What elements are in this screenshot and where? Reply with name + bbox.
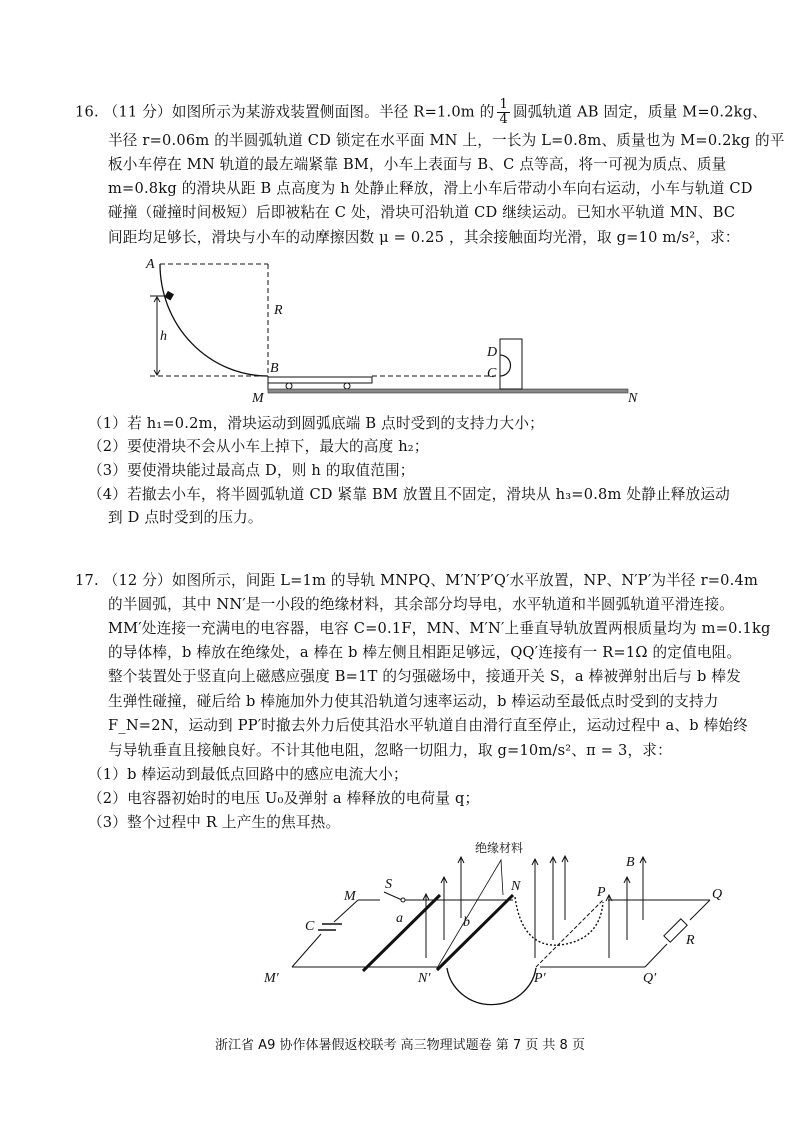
label-insulation: 绝缘材料 (475, 841, 524, 855)
fraction-numerator: 1 (499, 97, 508, 112)
q17-figure (0, 830, 800, 1030)
q17-line: F_N=2N，运动到 PP′时撤去外力后使其沿水平轨道自由滑行直至停止，运动过程中 a、b 棒始终 (108, 717, 748, 734)
capacitor (318, 924, 342, 930)
label-D: D (487, 345, 498, 360)
q16-sub-4-cont: 到 D 点时受到的压力。 (108, 509, 263, 526)
q16-figure (0, 0, 800, 420)
label-C: C (487, 366, 497, 381)
q17-line: MM′处连接一充满电的电容器，电容 C=0.1F，MN、M′N′上垂直导轨放置两根质量均为 m=0.1kg (108, 620, 771, 637)
magnetic-field-arrows (423, 856, 646, 958)
q17-sub-1: （1）b 棒运动到最低点回路中的感应电流大小； (88, 766, 408, 783)
edge-P-prime-P (536, 900, 603, 967)
q16-sub-2: （2）要使滑块不会从小车上掉下，最大的高度 h₂； (88, 438, 429, 455)
q17-line: 整个装置处于竖直向上磁感应强度 B=1T 的匀强磁场中，接通开关 S，a 棒被弹射出后与 b 棒发 (108, 668, 742, 685)
q16-text: 圆弧轨道 AB 固定，质量 M=0.2kg、 (512, 103, 768, 121)
label-M: M (252, 391, 264, 406)
label-Q: Q (712, 887, 723, 902)
q16-line: 碰撞（碰撞时间极短）后即被粘在 C 处，滑块可沿轨道 CD 继续运动。已知水平轨道 MN、BC (108, 204, 736, 221)
q16-sub-4: （4）若撤去小车，将半圆弧轨道 CD 紧靠 BM 放置且不固定，滑块从 h₃=0.8m 处静止释放运动 (88, 486, 730, 503)
q16-line: 间距均足够长，滑块与小车的动摩擦因数 μ = 0.25 ，其余接触面均光滑，取 g=10 m/s²，求： (108, 229, 740, 246)
cart-wheel (286, 383, 292, 389)
ground-mn (268, 389, 628, 393)
q16-text: 16. （11 分）如图所示为某游戏装置侧面图。半径 R=1.0m 的 (75, 103, 495, 121)
label-R: R (686, 933, 695, 948)
label-M: M (344, 889, 356, 904)
q16-line: 半径 r=0.06m 的半圆弧轨道 CD 锁定在水平面 MN 上，一长为 L=0.8m、质量也为 M=0.2kg 的平 (108, 132, 785, 149)
switch-S (384, 892, 402, 900)
q17-line: 的半圆弧，其中 NN′是一小段的绝缘材料，其余部分均导电，水平轨道和半圆弧轨道平滑连接。 (108, 596, 735, 613)
rail-MM-prime (292, 900, 358, 967)
label-P-prime: P′ (534, 971, 546, 986)
q16-sub-3: （3）要使滑块能过最高点 D，则 h 的取值范围； (88, 462, 415, 479)
q16-sub-1: （1）若 h₁=0.2m，滑块运动到圆弧底端 B 点时受到的支持力大小； (88, 415, 544, 432)
q16-line: 板小车停在 MN 轨道的最左端紧靠 BM，小车上表面与 B、C 点等高，将一可视为质点、质量 (108, 156, 727, 173)
label-a: a (396, 911, 403, 926)
quarter-arc-track (160, 264, 268, 376)
q17-sub-3: （3）整个过程中 R 上产生的焦耳热。 (88, 814, 341, 831)
switch-pivot (401, 898, 405, 902)
arc-N-P-prime (447, 968, 536, 1005)
label-B: B (270, 361, 279, 376)
arc-NP (515, 897, 603, 945)
q17-line: 17. （12 分）如图所示，间距 L=1m 的导轨 MNPQ、M′N′P′Q′水平放置，NP、N′P′为半径 r=0.4m (75, 572, 759, 589)
label-N-prime: N′ (418, 971, 431, 986)
label-b: b (463, 915, 470, 930)
page-footer: 浙江省 A9 协作体暑假返校联考 高三物理试题卷 第 7 页 共 8 页 (215, 1038, 585, 1053)
q17-sub-2: （2）电容器初始时的电压 U₀及弹射 a 棒释放的电荷量 q； (88, 790, 480, 807)
label-C: C (305, 919, 315, 934)
label-h: h (160, 329, 167, 344)
label-B-field: B (626, 855, 635, 870)
label-A: A (146, 257, 155, 272)
cart (268, 377, 372, 383)
label-N: N (628, 391, 638, 406)
fraction-denominator: 4 (499, 112, 508, 127)
cart-wheel (344, 383, 350, 389)
q17-line: 与导轨垂直且接触良好。不计其他电阻，忽略一切阻力，取 g=10m/s²、π = 3，求： (108, 742, 672, 759)
label-M-prime: M′ (264, 971, 279, 986)
q16-line: m=0.8kg 的滑块从距 B 点高度为 h 处静止释放，滑上小车后带动小车向右运动，小车与轨道 CD (108, 180, 753, 197)
resistor-R (664, 919, 687, 942)
rod-a (363, 895, 440, 971)
q17-line: 的导体棒，b 棒放在绝缘处，a 棒在 b 棒左侧且相距足够远，QQ′连接有一 R=1Ω 的定值电阻。 (108, 644, 742, 661)
label-Q-prime: Q′ (643, 971, 657, 986)
rod-b (437, 895, 513, 970)
q17-line: 生弹性碰撞，碰后给 b 棒施加外力使其沿轨道匀速率运动，b 棒运动至最低点时受到的支持力 (108, 693, 719, 710)
label-N: N (511, 879, 521, 894)
label-P: P (597, 885, 606, 900)
label-S: S (385, 877, 392, 892)
label-R: R (274, 303, 283, 318)
